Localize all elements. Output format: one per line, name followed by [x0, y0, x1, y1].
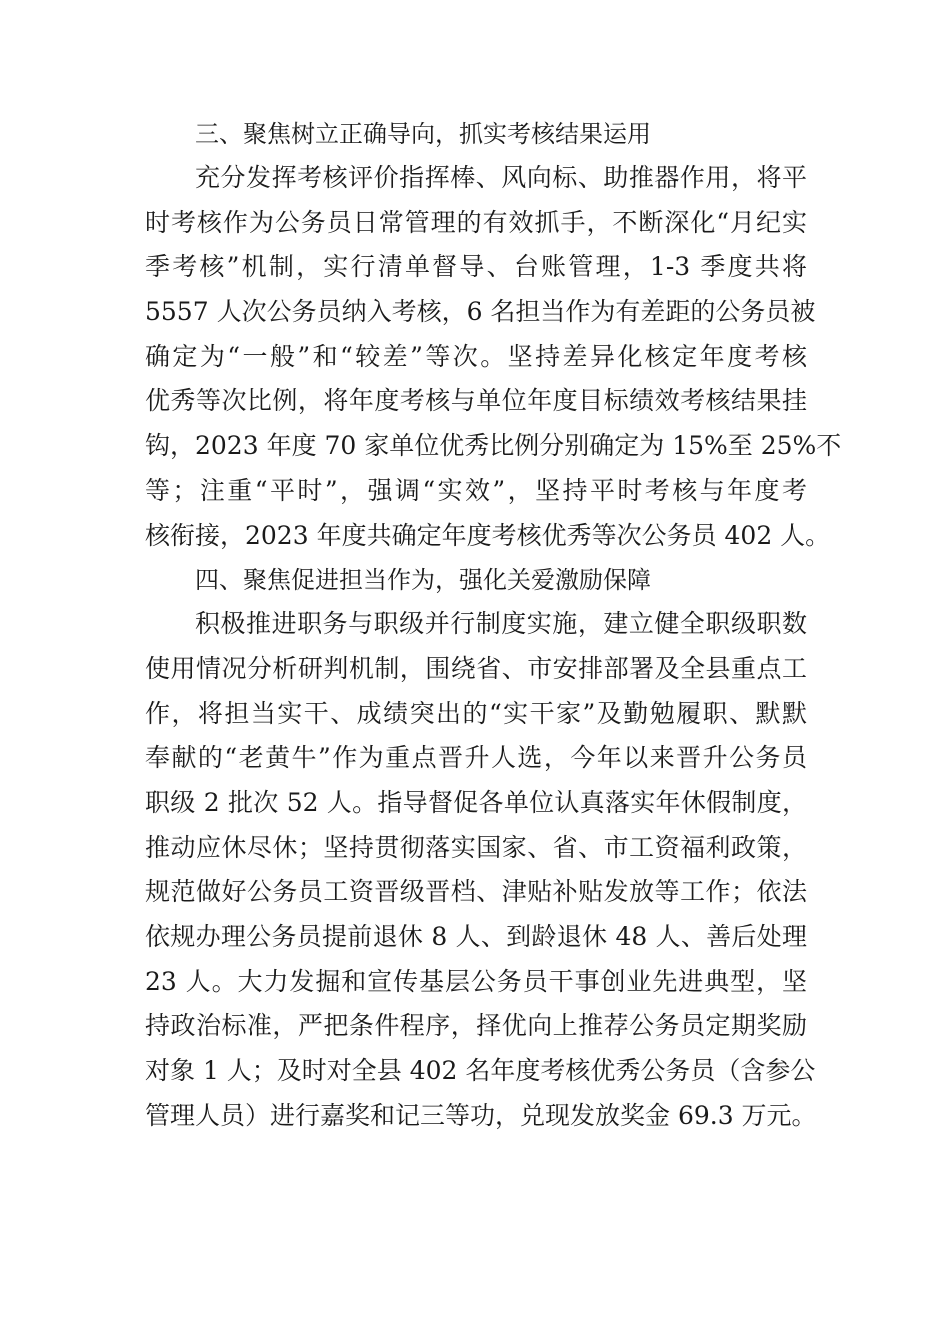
- section-4-line: 对象 1 人；及时对全县 402 名年度考核优秀公务员（含参公: [145, 1056, 816, 1086]
- section-4-body: [145, 602, 817, 1138]
- section-4-line: 推动应休尽休；坚持贯彻落实国家、省、市工资福利政策，: [145, 832, 807, 862]
- section-3-line: 充分发挥考核评价指挥棒、风向标、助推器作用，将平: [195, 163, 807, 192]
- section-3-line: 季考核”机制，实行清单督导、台账管理，1-3 季度共将: [145, 252, 807, 282]
- section-4-heading: 四、聚焦促进担当作为，强化关爱激励保障: [195, 566, 651, 595]
- section-3-heading: 三、聚焦树立正确导向，抓实考核结果运用: [195, 120, 651, 148]
- section-3-line: 5557 人次公务员纳入考核，6 名担当作为有差距的公务员被: [145, 297, 816, 327]
- section-3-line: 时考核作为公务员日常管理的有效抓手，不断深化“月纪实: [145, 207, 807, 237]
- section-3-line: 核衔接，2023 年度共确定年度考核优秀等次公务员 402 人。: [145, 520, 831, 550]
- section-3-line: 等；注重“平时”，强调“实效”，坚持平时考核与年度考: [145, 475, 807, 505]
- section-4-line: 规范做好公务员工资晋级晋档、津贴补贴发放等工作；依法: [145, 877, 807, 907]
- document-page: [145, 112, 842, 1138]
- section-4-line: 职级 2 批次 52 人。指导督促各单位认真落实年休假制度，: [145, 787, 807, 817]
- section-4-line: 作，将担当实干、成绩突出的“实干家”及勤勉履职、默默: [145, 698, 807, 728]
- section-4-line: 使用情况分析研判机制，围绕省、市安排部署及全县重点工: [145, 653, 807, 683]
- section-4-line: 23 人。大力发掘和宣传基层公务员干事创业先进典型，坚: [145, 966, 807, 996]
- section-3-line: 确定为“一般”和“较差”等次。坚持差异化核定年度考核: [145, 341, 807, 371]
- section-4-line: 依规办理公务员提前退休 8 人、到龄退休 48 人、善后处理: [145, 922, 807, 951]
- section-4-line: 持政治标准，严把条件程序，择优向上推荐公务员定期奖励: [145, 1011, 807, 1041]
- section-3-body: [145, 156, 842, 558]
- section-4-line: 管理人员）进行嘉奖和记三等功，兑现发放奖金 69.3 万元。: [145, 1100, 817, 1130]
- section-4-line: 积极推进职务与职级并行制度实施，建立健全职级职数: [195, 609, 807, 639]
- section-3-line: 优秀等次比例，将年度考核与单位年度目标绩效考核结果挂: [145, 386, 807, 416]
- section-4-line: 奉献的“老黄牛”作为重点晋升人选，今年以来晋升公务员: [145, 743, 807, 773]
- section-3-line: 钩，2023 年度 70 家单位优秀比例分别确定为 15%至 25%不: [145, 431, 842, 461]
